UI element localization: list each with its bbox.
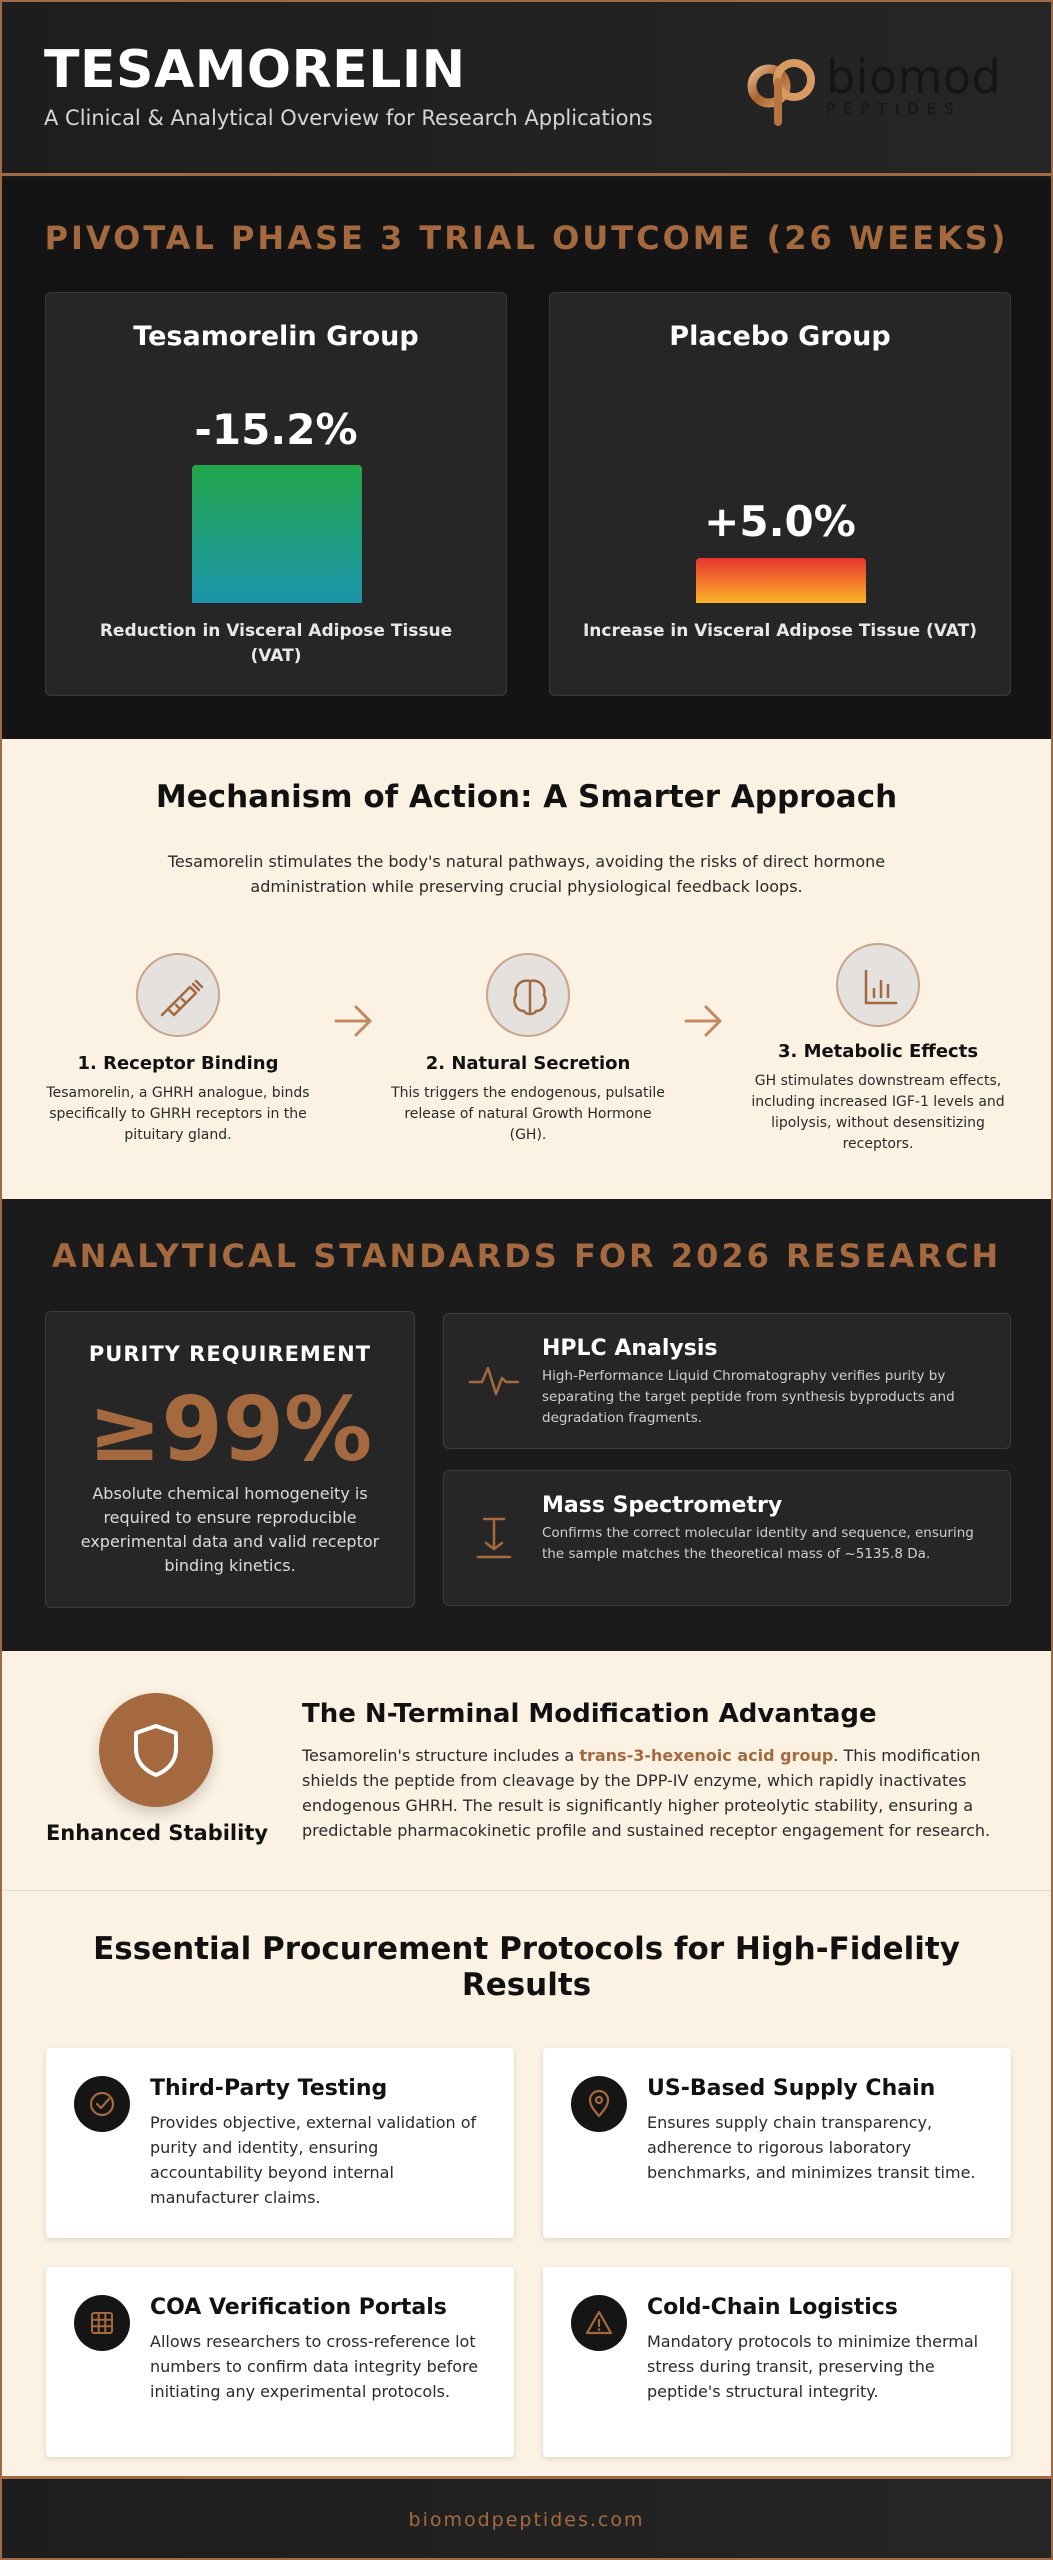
- procurement-card-text: Mandatory protocols to minimize thermal stress during transit, preserving the peptide's structural integrity.: [647, 2332, 979, 2401]
- mass-spec-title: Mass Spectrometry: [542, 1493, 783, 1518]
- hplc-card: [443, 1313, 1011, 1449]
- nterminal-text-start: Tesamorelin's structure includes a: [302, 1746, 580, 1765]
- procurement-card-us-supply: [543, 2048, 1011, 2238]
- syringe-icon: [136, 953, 220, 1037]
- mass-spec-icon: [468, 1511, 520, 1563]
- treatment-caption: Reduction in Visceral Adipose Tissue (VAT): [99, 621, 453, 666]
- procurement-card-text: Provides objective, external validation of purity and identity, ensuring accountability beyond internal manufacturer claims.: [150, 2113, 477, 2207]
- analytical-section-title: ANALYTICAL STANDARDS FOR 2026 RESEARCH: [51, 1237, 1002, 1275]
- bp-monogram-icon: [742, 46, 822, 126]
- procurement-card-text: Allows researchers to cross-reference lot numbers to confirm data integrity before initiating any experimental protocols.: [150, 2332, 479, 2401]
- warning-icon: [571, 2295, 627, 2351]
- procurement-card-text: Ensures supply chain transparency, adherence to rigorous laboratory benchmarks, and minimizes transit time.: [647, 2113, 976, 2182]
- logo-tagline: PEPTIDES: [826, 100, 962, 118]
- procurement-card-title: US-Based Supply Chain: [647, 2076, 936, 2101]
- arrow-right-icon: [684, 1001, 724, 1041]
- nterminal-highlight: trans-3-hexenoic acid group: [579, 1746, 834, 1765]
- stability-label: Enhanced Stability: [45, 1821, 269, 1845]
- trial-section-title: PIVOTAL PHASE 3 TRIAL OUTCOME (26 WEEKS): [44, 219, 1009, 257]
- nterminal-section: [2, 1651, 1051, 1891]
- purity-text: Absolute chemical homogeneity is required to ensure reproducible experimental data and valid receptor binding kinetics.: [80, 1484, 380, 1575]
- purity-value: ≥99%: [87, 1378, 373, 1481]
- page-subtitle: A Clinical & Analytical Overview for Research Applications: [44, 106, 653, 130]
- location-pin-icon: [571, 2076, 627, 2132]
- brand-logo: [742, 46, 1022, 126]
- pulse-icon: [468, 1354, 520, 1406]
- analytical-section: [2, 1199, 1051, 1651]
- mechanism-intro: Tesamorelin stimulates the body's natural pathways, avoiding the risks of direct hormone administration while preserving crucial physiological feedback loops.: [167, 852, 886, 896]
- placebo-caption: Increase in Visceral Adipose Tissue (VAT): [582, 621, 978, 641]
- hplc-text: High-Performance Liquid Chromatography verifies purity by separating the target peptide from synthesis byproducts and degradation fragments.: [542, 1368, 955, 1426]
- treatment-bar: [192, 465, 362, 603]
- nterminal-title: The N-Terminal Modification Advantage: [302, 1699, 877, 1729]
- logo-wordmark: biomod: [826, 50, 1002, 104]
- placebo-value: +5.0%: [704, 497, 856, 546]
- procurement-card-cold-chain: [543, 2267, 1011, 2457]
- treatment-card-title: Tesamorelin Group: [133, 321, 419, 352]
- mass-spec-text: Confirms the correct molecular identity and sequence, ensuring the sample matches the theoretical mass of ~5135.8 Da.: [542, 1525, 974, 1562]
- mass-spec-card: [443, 1470, 1011, 1606]
- nterminal-text: [302, 1743, 1002, 1843]
- footer-url-link[interactable]: biomodpeptides.com: [408, 2509, 645, 2531]
- shield-icon: [99, 1693, 213, 1807]
- procurement-card-title: Cold-Chain Logistics: [647, 2295, 898, 2320]
- arrow-right-icon: [334, 1001, 374, 1041]
- trial-section: [2, 179, 1051, 739]
- step-text: Tesamorelin, a GHRH analogue, binds specifically to GHRH receptors in the pituitary gland.: [46, 1085, 310, 1143]
- bar-chart-icon: [836, 943, 920, 1027]
- placebo-card-title: Placebo Group: [669, 321, 891, 352]
- nterminal-text-end: . This modification shields the peptide from cleavage by the DPP-IV enzyme, which rapidly inactivates endogenous GHRH. The result is significantly higher proteolytic stability, ensuring a predictable pharmacokinetic profile and sustained receptor engagement for research.: [302, 1746, 991, 1840]
- procurement-card-third-party: [46, 2048, 514, 2238]
- procurement-card-title: Third-Party Testing: [150, 2076, 388, 2101]
- brain-icon: [486, 953, 570, 1037]
- procurement-card-coa: [46, 2267, 514, 2457]
- mechanism-section: [2, 739, 1051, 1199]
- procurement-section: [2, 1891, 1051, 2476]
- step-text: GH stimulates downstream effects, including increased IGF-1 levels and lipolysis, without desensitizing receptors.: [751, 1073, 1005, 1152]
- step-title: 1. Receptor Binding: [77, 1053, 279, 1074]
- placebo-bar: [696, 558, 866, 603]
- procurement-card-title: COA Verification Portals: [150, 2295, 447, 2320]
- check-badge-icon: [74, 2076, 130, 2132]
- purity-card: [45, 1311, 415, 1608]
- footer: [2, 2476, 1051, 2560]
- mechanism-title: Mechanism of Action: A Smarter Approach: [155, 779, 898, 815]
- hplc-title: HPLC Analysis: [542, 1336, 718, 1361]
- procurement-title: Essential Procurement Protocols for High-Fidelity Results: [93, 1931, 960, 2003]
- step-title: 2. Natural Secretion: [425, 1053, 631, 1074]
- purity-label: PURITY REQUIREMENT: [88, 1342, 372, 1366]
- grid-icon: [74, 2295, 130, 2351]
- step-title: 3. Metabolic Effects: [777, 1041, 979, 1062]
- treatment-value: -15.2%: [194, 405, 358, 454]
- treatment-card: [45, 292, 507, 696]
- header: [2, 2, 1051, 176]
- step-text: This triggers the endogenous, pulsatile release of natural Growth Hormone (GH).: [391, 1085, 665, 1143]
- page-title: TESAMORELIN: [44, 40, 466, 100]
- placebo-card: [549, 292, 1011, 696]
